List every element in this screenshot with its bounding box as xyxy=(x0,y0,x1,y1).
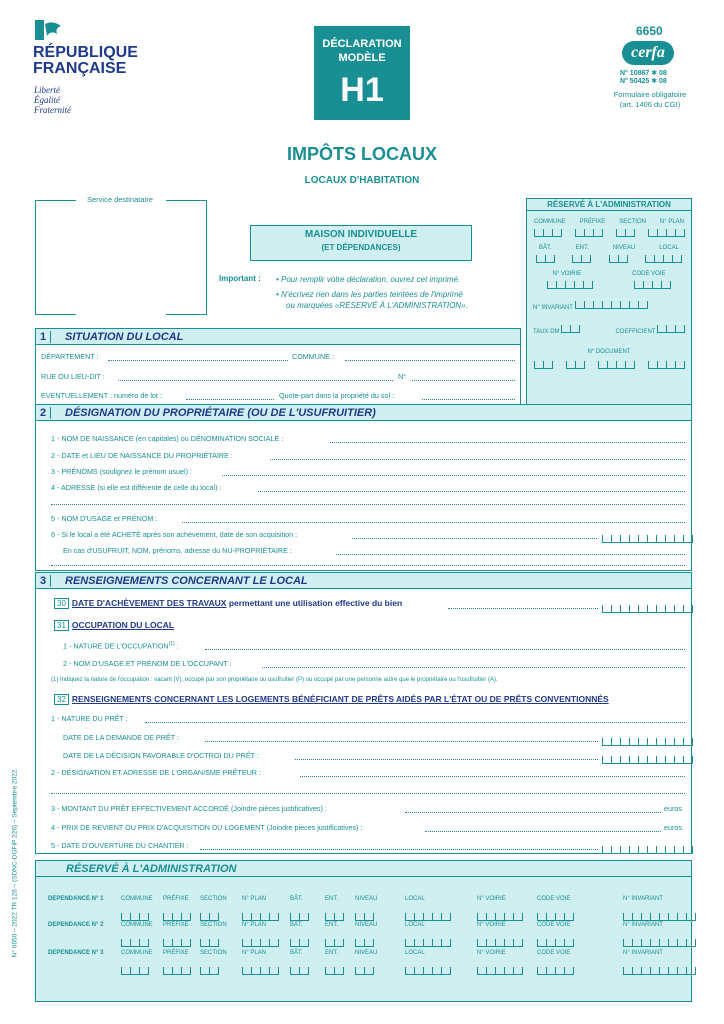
dependency-label: DEPENDANCE N° 2 xyxy=(48,922,104,928)
section-3-header: 3 RENSEIGNEMENTS CONCERNANT LE LOCAL xyxy=(35,572,692,589)
dependency-cells xyxy=(242,962,279,980)
dependency-cells xyxy=(325,962,344,980)
occupation-nature-field[interactable] xyxy=(205,649,685,650)
dependency-cells xyxy=(405,962,451,980)
dependency-cells xyxy=(290,962,309,980)
maison-box: MAISON INDIVIDUELLE (ET DÉPENDANCES) xyxy=(250,225,472,261)
usufruct-field-2[interactable] xyxy=(51,565,685,566)
dependency-col-label: COMMUNE xyxy=(121,896,153,902)
address-field[interactable] xyxy=(258,491,685,492)
mandatory-note: Formulaire obligatoire (art. 1406 du CGI) xyxy=(613,90,687,109)
dependency-col-label: PRÉFIXE xyxy=(163,950,189,956)
loan-request-cells[interactable] xyxy=(602,733,693,751)
dependency-col-label: ENT. xyxy=(325,896,339,902)
cost-unit: euros xyxy=(664,823,682,832)
firstname-label: 3 - PRÉNOMS (soulignez le prénom usuel) : xyxy=(51,467,193,476)
republic-name: RÉPUBLIQUE FRANÇAISE xyxy=(33,44,138,77)
loan-nature-field[interactable] xyxy=(145,722,685,723)
dependency-cells xyxy=(355,962,374,980)
model-box: DÉCLARATION MODÈLE H1 xyxy=(314,26,410,120)
num-label: N° xyxy=(398,372,407,381)
dependency-col-label: N° INVARIANT xyxy=(623,922,663,928)
item-30: 30 DATE D'ACHÈVEMENT DES TRAVAUX permettant une utilisation effective du bien xyxy=(54,598,402,609)
dependency-col-label: N° VOIRIE xyxy=(477,950,506,956)
lender-field-2[interactable] xyxy=(51,793,685,794)
worksite-cells[interactable] xyxy=(602,841,693,859)
occupant-label: 2 - NOM D'USAGE ET PRÉNOM DE L'OCCUPANT : xyxy=(63,659,232,668)
dependency-col-label: CODE VOIE xyxy=(537,950,571,956)
section-2-header: 2 DÉSIGNATION DU PROPRIÉTAIRE (OU DE L'USUFRUITIER) xyxy=(35,404,692,421)
dependency-col-label: LOCAL xyxy=(405,922,425,928)
loan-decision-label: DATE DE LA DÉCISION FAVORABLE D'OCTROI DU PRÊT : xyxy=(63,751,259,760)
worksite-dots xyxy=(200,849,598,850)
loan-amount-label: 3 - MONTANT DU PRÊT EFFECTIVEMENT ACCORDÉ (Joindre pièces justificatives) : xyxy=(51,804,327,813)
dependency-col-label: NIVEAU xyxy=(355,922,378,928)
lender-field[interactable] xyxy=(300,776,685,777)
cerfa-numbers: N° 10867 ✱ 08 N° 50425 ✱ 08 xyxy=(620,70,667,85)
dependency-col-label: PRÉFIXE xyxy=(163,896,189,902)
service-label: Service destinataire xyxy=(84,195,156,204)
usufruct-label: En cas d'USUFRUIT, NOM, prénoms, adresse du NU-PROPRIÉTAIRE : xyxy=(63,546,292,555)
item-32: 32 RENSEIGNEMENTS CONCERNANT LES LOGEMENTS BÉNÉFICIANT DE PRÊTS AIDÉS PAR L'ÉTAT OU DE PRÊTS CONVENTIONNÉS xyxy=(54,694,609,705)
completion-date-cells[interactable] xyxy=(602,600,693,618)
admin-dependencies xyxy=(35,860,692,1002)
loan-amount-unit: euros xyxy=(664,804,682,813)
dependency-col-label: N° INVARIANT xyxy=(623,950,663,956)
quote-field[interactable] xyxy=(422,399,515,400)
dependency-col-label: N° PLAN xyxy=(242,896,267,902)
num-field[interactable] xyxy=(412,380,515,381)
section-1-header: 1 SITUATION DU LOCAL xyxy=(35,328,521,345)
rue-label: RUE OU LIEU-DIT : xyxy=(41,372,105,381)
usage-name-label: 5 - NOM D'USAGE et PRÉNOM : xyxy=(51,514,158,523)
dependency-col-label: NIVEAU xyxy=(355,896,378,902)
service-box[interactable] xyxy=(35,200,207,315)
rue-field[interactable] xyxy=(118,380,393,381)
occupation-note: (1) Indiquez la nature de l'occupation : vacant (V), occupé par son propriétaire ou usufruitier (P) ou occupé par une personne autre que le propriétaire ou l'usufruitier (A). xyxy=(51,677,498,683)
dependency-col-label: ENT. xyxy=(325,922,339,928)
dependency-col-label: COMMUNE xyxy=(121,950,153,956)
acquisition-label: 6 - Si le local a été ACHETÉ après son achèvement, date de son acquisition : xyxy=(51,530,298,539)
completion-dots xyxy=(448,608,598,609)
dependency-col-label: N° PLAN xyxy=(242,950,267,956)
usufruct-field[interactable] xyxy=(336,554,685,555)
important-label: Important : xyxy=(219,274,261,283)
usage-name-field[interactable] xyxy=(182,522,685,523)
loan-request-dots xyxy=(205,741,598,742)
dependency-col-label: SECTION xyxy=(200,950,227,956)
quote-label: Quote-part dans la propriété du sol : xyxy=(279,391,395,400)
birth-field[interactable] xyxy=(270,459,685,460)
dependency-cells xyxy=(537,962,574,980)
dependency-col-label: NIVEAU xyxy=(355,950,378,956)
dependency-col-label: CODE VOIE xyxy=(537,922,571,928)
loan-decision-dots xyxy=(295,759,598,760)
dependency-col-label: N° VOIRIE xyxy=(477,922,506,928)
dependency-cells xyxy=(623,962,696,980)
admin-panel: RÉSERVÉ À L'ADMINISTRATION COMMUNE PRÉFIXE SECTION N° PLAN BÂT. ENT. NIVEAU LOCAL N° VOIRIE CODE VOIE N° INVARIANT TAUX DM COEFFICIENT N° DOCUMENT xyxy=(526,198,692,405)
admin2-header: RÉSERVÉ À L'ADMINISTRATION xyxy=(35,860,692,877)
dependency-col-label: SECTION xyxy=(200,896,227,902)
acquisition-dots xyxy=(352,538,597,539)
address-label: 4 - ADRESSE (si elle est différente de celle du local) : xyxy=(51,483,222,492)
dependency-cells xyxy=(477,962,523,980)
dependency-cells xyxy=(200,962,219,980)
dependency-cells xyxy=(121,962,149,980)
important-text: • Pour remplir votre déclaration, ouvrez cet imprimé. • N'écrivez rien dans les parties teintées de l'imprimé ou marquées «RÉSERVÉ À L'ADMINISTRATION». xyxy=(276,275,468,310)
loan-request-label: DATE DE LA DEMANDE DE PRÊT : xyxy=(63,733,179,742)
side-reference: N° 6650 – 2022 TR 126 – (SDNC-DGFiP 226) – Septembre 2022 xyxy=(11,769,19,958)
dependency-col-label: BÂT. xyxy=(290,922,303,928)
dependency-col-label: ENT. xyxy=(325,950,339,956)
occupation-nature-label: 1 - NATURE DE L'OCCUPATION$^{(1)}$ : xyxy=(63,641,179,651)
dependency-col-label: LOCAL xyxy=(405,896,425,902)
dependency-cells xyxy=(163,962,191,980)
dependency-col-label: SECTION xyxy=(200,922,227,928)
dependency-col-label: COMMUNE xyxy=(121,922,153,928)
dependency-col-label: BÂT. xyxy=(290,896,303,902)
dependency-col-label: N° VOIRIE xyxy=(477,896,506,902)
owner-name-label: 1 - NOM DE NAISSANCE (en capitales) ou DÉNOMINATION SOCIALE : xyxy=(51,434,284,443)
acquisition-date-cells[interactable] xyxy=(602,530,693,548)
dependency-label: DEPENDANCE N° 1 xyxy=(48,896,104,902)
dept-field[interactable] xyxy=(108,360,288,361)
dependency-col-label: N° INVARIANT xyxy=(623,896,663,902)
dependency-col-label: PRÉFIXE xyxy=(163,922,189,928)
loan-decision-cells[interactable] xyxy=(602,751,693,769)
page-subtitle: LOCAUX D'HABITATION xyxy=(304,175,420,186)
dependency-col-label: N° PLAN xyxy=(242,922,267,928)
motto: Liberté Égalité Fraternité xyxy=(34,85,71,115)
item-31: 31 OCCUPATION DU LOCAL xyxy=(54,620,174,631)
lot-label: EVENTUELLEMENT : numéro de lot : xyxy=(41,391,162,400)
loan-amount-field[interactable] xyxy=(405,812,661,813)
lot-field[interactable] xyxy=(186,399,274,400)
cost-label: 4 - PRIX DE REVIENT OU PRIX D'ACQUISITION DU LOGEMENT (Joindre pièces justificatives) : xyxy=(51,823,363,832)
worksite-label: 5 - DATE D'OUVERTURE DU CHANTIER : xyxy=(51,841,189,850)
dept-label: DÉPARTEMENT : xyxy=(41,352,99,361)
page-title: IMPÔTS LOCAUX xyxy=(286,144,437,164)
dependency-label: DEPENDANCE N° 3 xyxy=(48,950,104,956)
cost-field[interactable] xyxy=(425,831,661,832)
commune-field[interactable] xyxy=(345,360,515,361)
cerfa-logo: cerfa xyxy=(622,41,674,65)
lender-label: 2 - DÉSIGNATION ET ADRESSE DE L'ORGANISME PRÊTEUR : xyxy=(51,768,261,777)
address-field-2[interactable] xyxy=(51,504,685,505)
dependency-col-label: CODE VOIE xyxy=(537,896,571,902)
dependency-col-label: BÂT. xyxy=(290,950,303,956)
firstname-field[interactable] xyxy=(222,475,685,476)
occupant-field[interactable] xyxy=(262,667,685,668)
commune-label: COMMUNE : xyxy=(292,352,334,361)
dependency-col-label: LOCAL xyxy=(405,950,425,956)
form-number: 6650 xyxy=(636,24,663,38)
owner-name-field[interactable] xyxy=(330,442,685,443)
birth-label: 2 - DATE et LIEU DE NAISSANCE DU PROPRIÉTAIRE : xyxy=(51,451,233,460)
marianne-logo xyxy=(35,20,63,40)
loan-nature-label: 1 - NATURE DU PRÊT : xyxy=(51,714,128,723)
